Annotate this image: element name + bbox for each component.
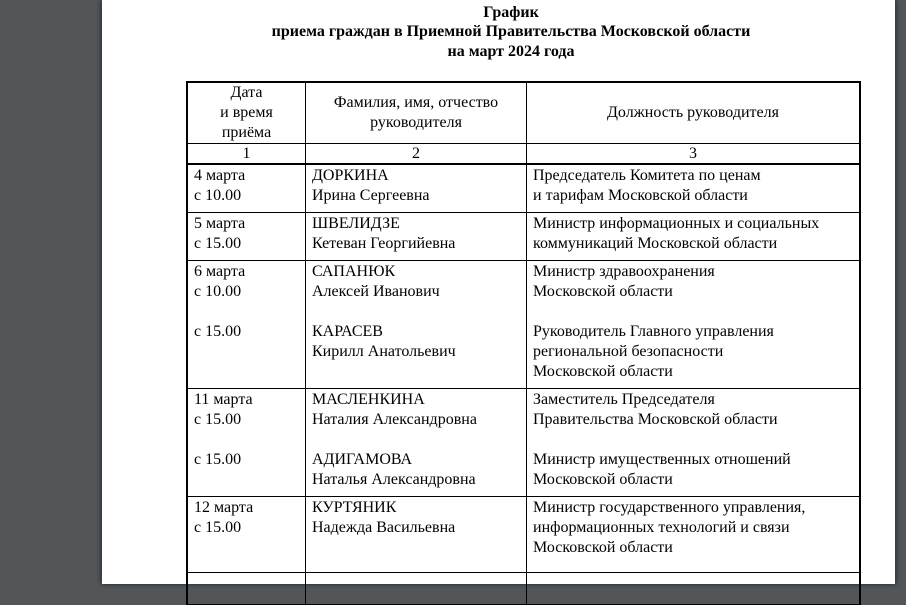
table-row-partial	[187, 573, 860, 605]
header-full-name: Фамилия, имя, отчество руководителя	[306, 82, 527, 144]
document-title: График	[483, 4, 539, 21]
name-cell: ДОРКИНА Ирина Сергеевна	[306, 164, 527, 213]
table-row	[187, 497, 860, 573]
column-number: 1	[187, 144, 306, 165]
position-cell: Министр государственного управления, информационных технологий и связи Московской области	[527, 497, 861, 573]
position-cell: Министр здравоохранения Московской области Руководитель Главного управления региональной безопасности Московской области	[527, 261, 861, 389]
date-time-cell: 6 марта с 10.00 с 15.00	[187, 261, 306, 389]
schedule-table	[186, 81, 861, 605]
name-cell: МАСЛЕНКИНА Наталия Александровна АДИГАМОВА Наталья Александровна	[306, 389, 527, 497]
column-number-row	[187, 144, 860, 165]
table-row	[187, 164, 860, 213]
position-cell: Председатель Комитета по ценам и тарифам Московской области	[527, 164, 861, 213]
date-time-cell: 12 марта с 15.00	[187, 497, 306, 573]
name-cell: КУРТЯНИК Надежда Васильевна	[306, 497, 527, 573]
date-time-cell: 11 марта с 15.00 с 15.00	[187, 389, 306, 497]
name-cell: САПАНЮК Алексей Иванович КАРАСЕВ Кирилл Анатольевич	[306, 261, 527, 389]
position-cell: Заместитель Председателя Правительства Московской области Министр имущественных отношений Московской области	[527, 389, 861, 497]
date-time-cell: 4 марта с 10.00	[187, 164, 306, 213]
header-position: Должность руководителя	[527, 82, 861, 144]
document-subtitle: приема граждан в Приемной Правительства Московской области	[271, 23, 751, 40]
document-page	[102, 0, 895, 584]
document-period: на март 2024 года	[447, 43, 575, 60]
position-cell: Министр информационных и социальных коммуникаций Московской области	[527, 213, 861, 261]
column-number: 2	[306, 144, 527, 165]
table-row	[187, 389, 860, 497]
table-header-row	[187, 82, 860, 144]
table-row	[187, 261, 860, 389]
table-row	[187, 213, 860, 261]
header-date-time: Дата и время приёма	[187, 82, 306, 144]
date-time-cell: 5 марта с 15.00	[187, 213, 306, 261]
name-cell: ШВЕЛИДЗЕ Кетеван Георгийевна	[306, 213, 527, 261]
column-number: 3	[527, 144, 861, 165]
